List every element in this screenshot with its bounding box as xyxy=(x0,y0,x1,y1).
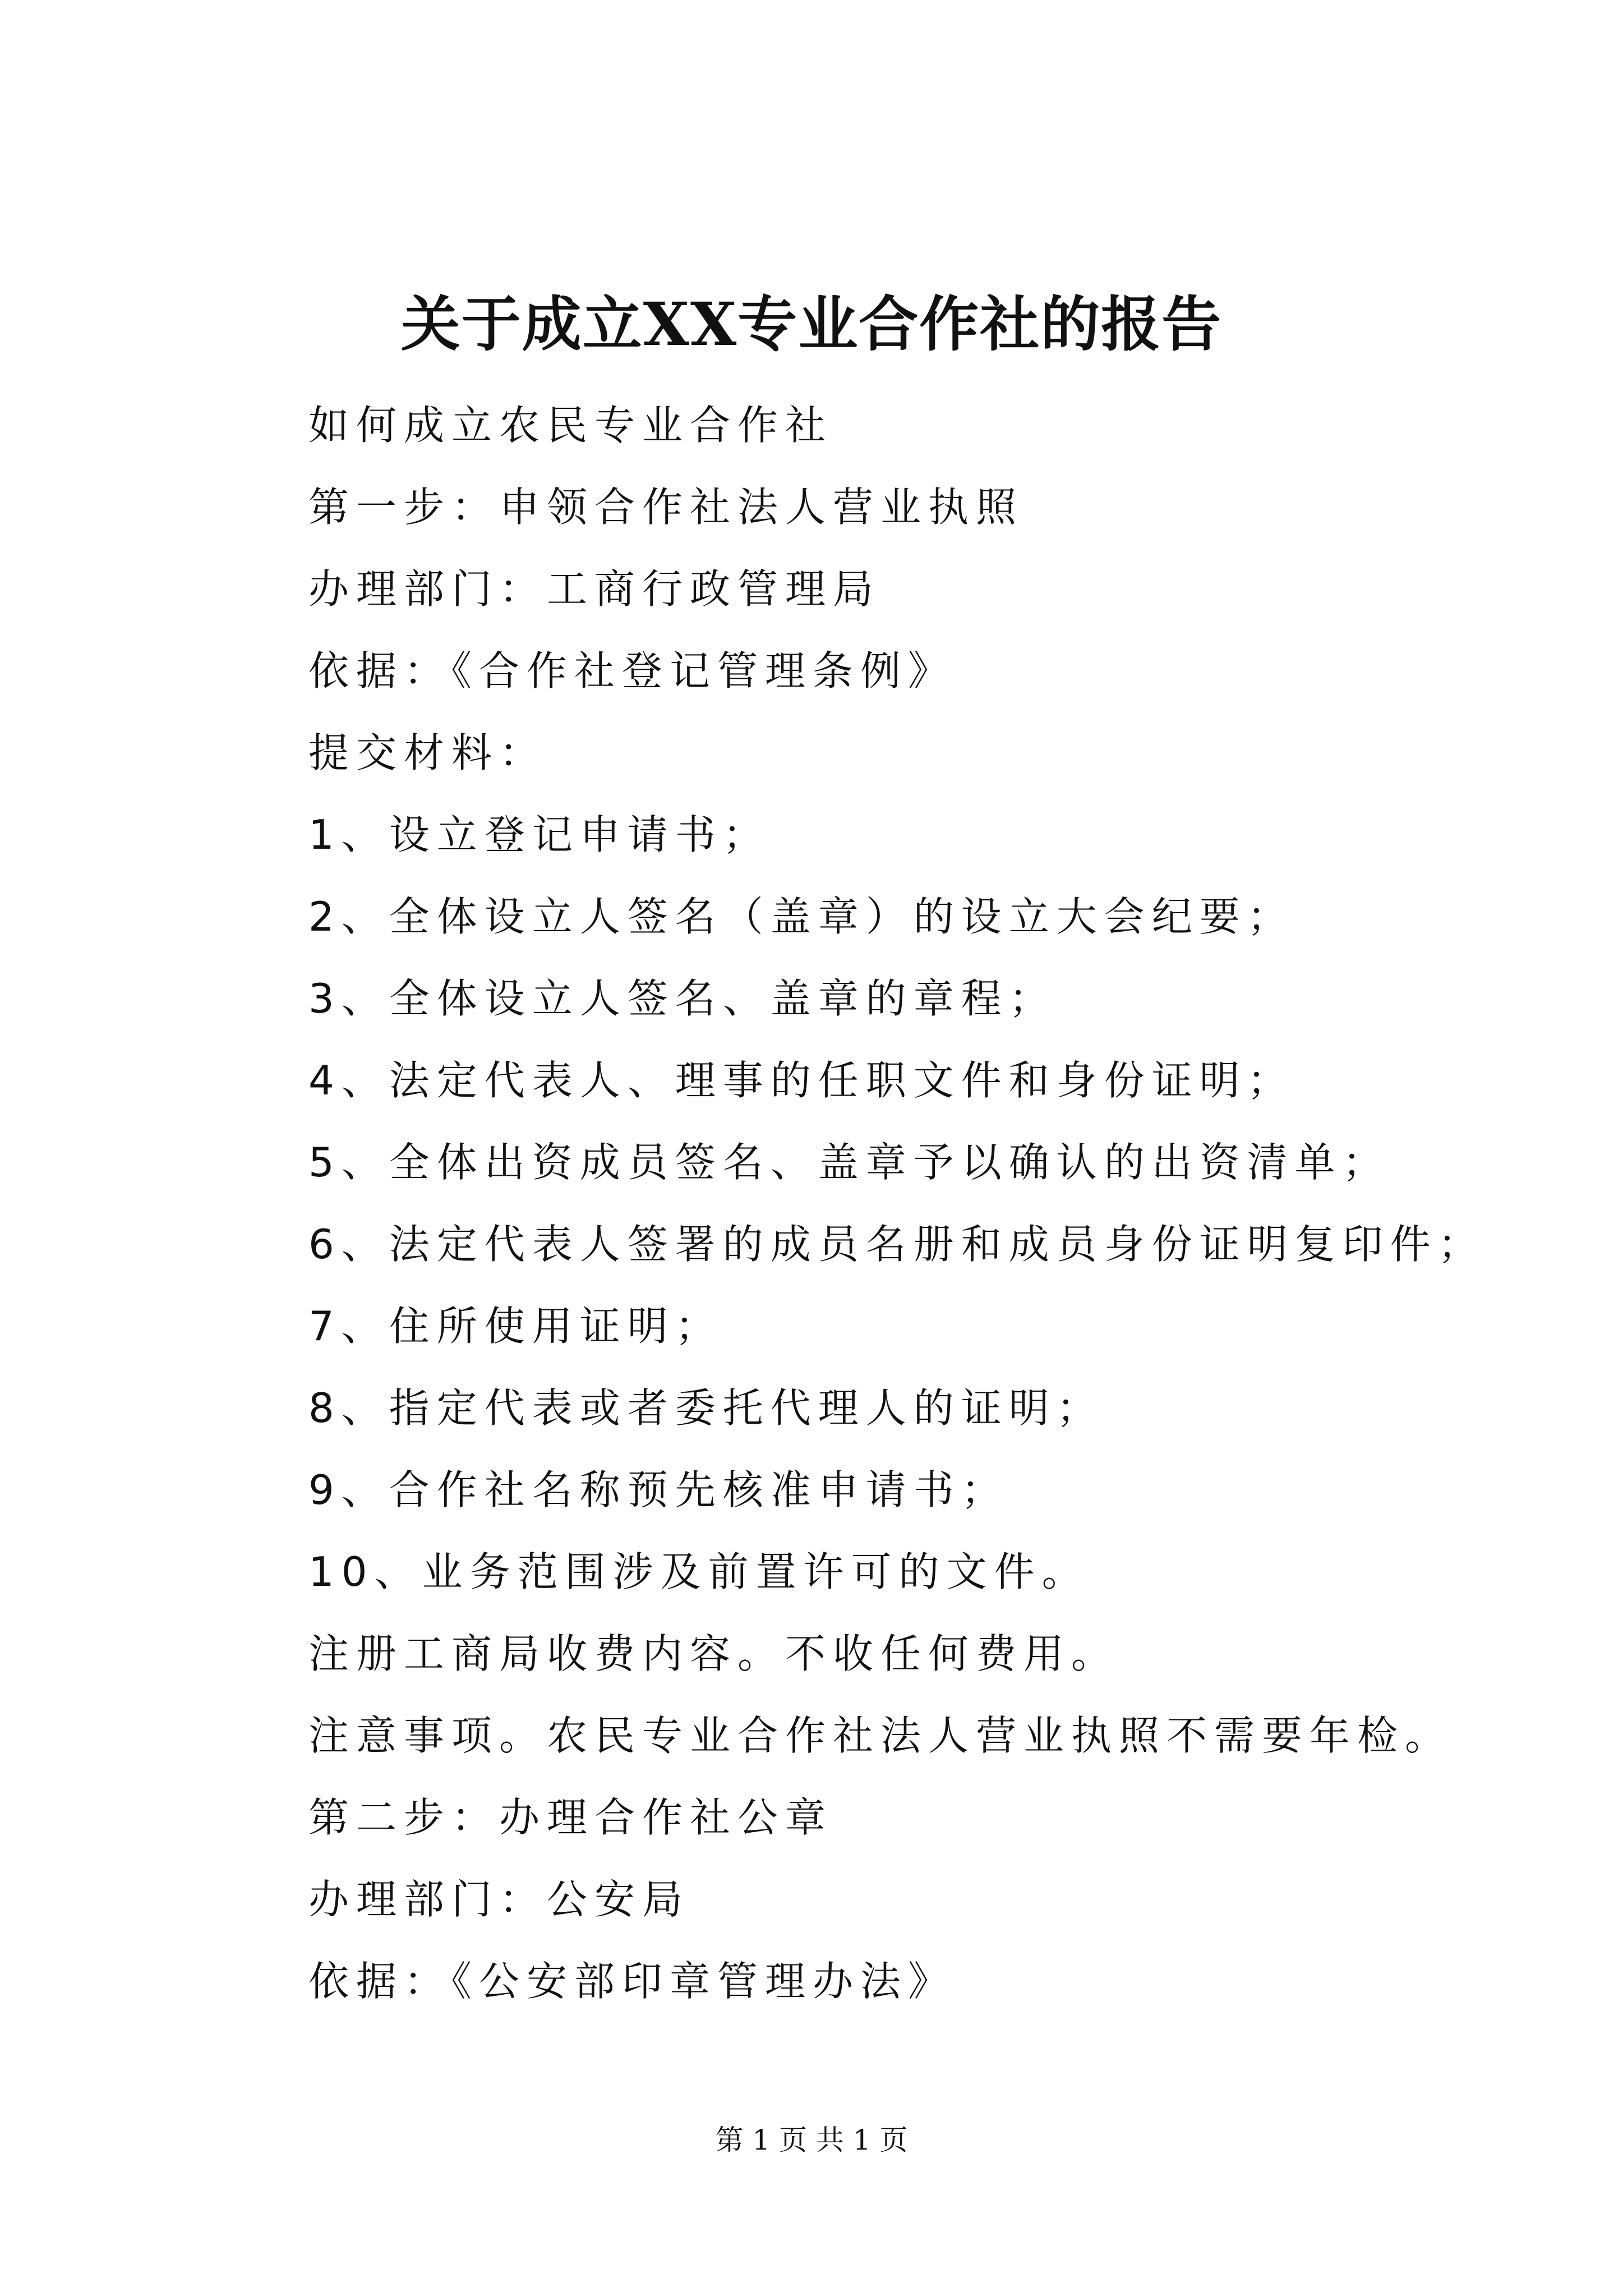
list-item: 4、法定代表人、理事的任职文件和身份证明； xyxy=(308,1057,1295,1104)
list-item: 3、全体设立人签名、盖章的章程； xyxy=(308,975,1057,1022)
paragraph-line: 提交材料： xyxy=(308,729,547,776)
paragraph-line: 第一步：申领合作社法人营业执照 xyxy=(308,484,1024,531)
list-item: 1、设立登记申请书； xyxy=(308,811,771,858)
list-item: 8、指定代表或者委托代理人的证明； xyxy=(308,1384,1104,1432)
list-item: 5、全体出资成员签名、盖章予以确认的出资清单； xyxy=(308,1139,1390,1186)
page-footer: 第 1 页 共 1 页 xyxy=(715,2124,908,2156)
paragraph-line: 依据：《合作社登记管理条例》 xyxy=(308,647,956,694)
paragraph-line: 办理部门：公安局 xyxy=(308,1876,690,1923)
paragraph-line: 依据：《公安部印章管理办法》 xyxy=(308,1958,956,2005)
paragraph-line: 第二步：办理合作社公章 xyxy=(308,1794,833,1841)
document-body xyxy=(308,384,1486,2022)
list-item: 10、业务范围涉及前置许可的文件。 xyxy=(308,1548,1090,1595)
paragraph-line: 如何成立农民专业合作社 xyxy=(308,402,833,449)
paragraph-line: 办理部门：工商行政管理局 xyxy=(308,565,881,613)
list-item: 2、全体设立人签名（盖章）的设立大会纪要； xyxy=(308,893,1295,940)
list-item: 7、住所使用证明； xyxy=(308,1303,723,1350)
document-title: 关于成立XX专业合作社的报告 xyxy=(400,289,1223,359)
list-item: 6、法定代表人签署的成员名册和成员身份证明复印件； xyxy=(308,1221,1486,1268)
paragraph-line: 注册工商局收费内容。不收任何费用。 xyxy=(308,1630,1119,1677)
paragraph-line: 注意事项。农民专业合作社法人营业执照不需要年检。 xyxy=(308,1712,1453,1759)
list-item: 9、合作社名称预先核准申请书； xyxy=(308,1466,1009,1513)
